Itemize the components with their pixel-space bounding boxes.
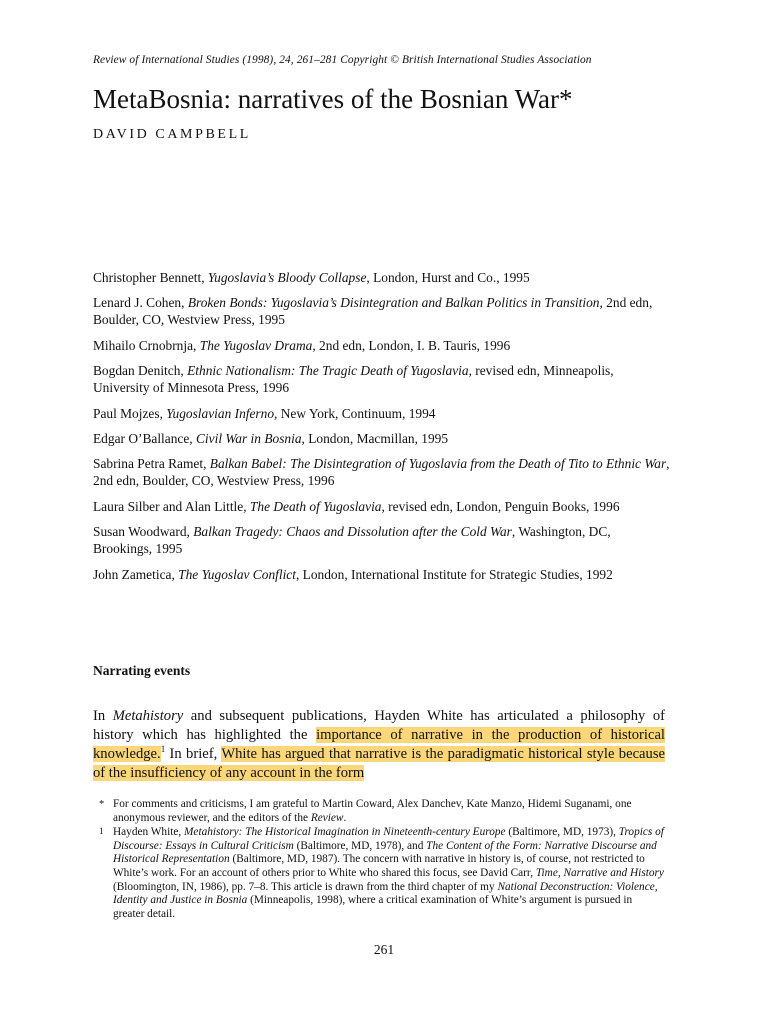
- author-name: DAVID CAMPBELL: [93, 127, 251, 142]
- book-publication: , London, Macmillan, 1995: [301, 430, 449, 446]
- book-title: Broken Bonds: Yugoslavia’s Disintegration and Balkan Politics in Transition: [187, 295, 600, 311]
- book-title: Yugoslavia’s Bloody Collapse: [207, 270, 367, 285]
- book-author: Susan Woodward,: [93, 524, 194, 540]
- book-publication: , 2nd edn, London, I. B. Tauris, 1996: [312, 337, 511, 353]
- book-publication: , Washington, DC, Brookings, 1995: [93, 524, 611, 557]
- book-author: Bogdan Denitch,: [93, 363, 188, 379]
- book-publication: , New York, Continuum, 1994: [274, 405, 436, 421]
- book-publication: , revised edn, London, Penguin Books, 1996: [381, 498, 620, 514]
- footnote-text: (Baltimore, MD, 1978), and: [293, 839, 427, 852]
- book-publication: , revised edn, Minneapolis, University of Minnesota Press, 1996: [93, 363, 614, 396]
- highlighted-text: White has argued that narrative is the paradigmatic historical style because of the insufficiency of any account in the form: [93, 746, 665, 781]
- page-number: 261: [373, 942, 395, 957]
- running-head: Review of International Studies (1998), 24, 261–281 Copyright © British International Studies Association: [93, 54, 592, 66]
- footnote-italic: Time, Narrative and History: [535, 866, 664, 879]
- book-title: Balkan Tragedy: Chaos and Dissolution after the Cold War: [193, 524, 512, 540]
- book-title: Balkan Babel: The Disintegration of Yugoslavia from the Death of Tito to Ethnic War: [209, 456, 667, 472]
- footnote-text: (Bloomington, IN, 1986), pp. 7–8. This article is drawn from the third chapter of my: [113, 880, 498, 893]
- reviewed-books-list: [93, 269, 673, 591]
- section-heading: Narrating events: [93, 663, 191, 678]
- footnote-italic: Metahistory: The Historical Imagination in Nineteenth-century Europe: [184, 826, 506, 839]
- book-title: The Death of Yugoslavia: [249, 498, 382, 514]
- book-title: Civil War in Bosnia: [196, 430, 302, 446]
- book-author: John Zametica,: [93, 566, 179, 582]
- book-entry: [93, 523, 673, 557]
- footnote-text: (Minneapolis, 1998), where a critical examination of White’s argument is pursued in greater detail.: [113, 894, 633, 920]
- footnote-star: [93, 798, 665, 825]
- footnote-text: (Baltimore, MD, 1987). The concern with narrative in history is, of course, not restricted to White’s work. For an account of others prior to White who shared this focus, see David Carr,: [113, 853, 645, 879]
- book-entry: [93, 269, 673, 286]
- footnotes: [93, 798, 665, 922]
- book-title: The Yugoslav Drama: [199, 337, 313, 353]
- footnote-italic: Review: [310, 811, 344, 824]
- book-publication: , London, Hurst and Co., 1995: [366, 270, 530, 285]
- footnote-text: .: [343, 811, 347, 824]
- footnote-mark: *: [99, 799, 105, 810]
- book-title: Ethnic Nationalism: The Tragic Death of Yugoslavia: [187, 363, 469, 379]
- book-entry: [93, 337, 673, 354]
- book-title-reference: Metahistory: [112, 708, 184, 724]
- footnote-text: (Baltimore, MD, 1973),: [505, 826, 619, 839]
- book-entry: [93, 455, 673, 489]
- book-author: Sabrina Petra Ramet,: [93, 456, 210, 472]
- body-paragraph: [93, 707, 665, 783]
- book-author: Paul Mojzes,: [93, 405, 167, 421]
- book-entry: [93, 362, 673, 396]
- book-publication: , London, International Institute for Strategic Studies, 1992: [295, 566, 613, 582]
- highlighted-text: importance of narrative in the production of historical knowledge.: [93, 727, 665, 762]
- book-entry: [93, 430, 673, 447]
- book-entry: [93, 294, 673, 328]
- article-title: MetaBosnia: narratives of the Bosnian War*: [93, 84, 573, 114]
- footnote-reference[interactable]: 1: [160, 744, 166, 755]
- book-entry: [93, 566, 673, 583]
- book-author: Edgar O’Ballance,: [93, 430, 196, 446]
- book-title: The Yugoslav Conflict: [178, 566, 296, 582]
- footnote-mark: 1: [99, 826, 104, 837]
- body-text: In brief,: [165, 746, 222, 762]
- body-text: and subsequent publications, Hayden White has articulated a philosophy of history which has highlighted the: [93, 708, 665, 743]
- footnote-text: Hayden White,: [113, 826, 185, 839]
- footnote-italic: The Content of the Form: Narrative Discourse and Historical Representation: [113, 839, 657, 866]
- book-author: Laura Silber and Alan Little,: [93, 498, 250, 514]
- book-author: Christopher Bennett,: [93, 270, 208, 285]
- body-text: In: [93, 708, 113, 724]
- book-title: Yugoslavian Inferno: [166, 405, 275, 421]
- book-entry: [93, 405, 673, 422]
- footnote-italic: Tropics of Discourse: Essays in Cultural Criticism: [113, 826, 664, 852]
- book-author: Lenard J. Cohen,: [93, 295, 188, 311]
- book-entry: [93, 498, 673, 515]
- book-publication: , 2nd edn, Boulder, CO, Westview Press, 1996: [93, 456, 670, 489]
- footnote-italic: National Deconstruction: Violence, Identity and Justice in Bosnia: [113, 880, 658, 907]
- footnote-1: [93, 826, 665, 921]
- book-author: Mihailo Crnobrnja,: [93, 337, 200, 353]
- footnote-text: For comments and criticisms, I am grateful to Martin Coward, Alex Danchev, Kate Manzo, Hidemi Suganami, one anonymous reviewer, and the editors of the: [113, 798, 632, 824]
- book-publication: , 2nd edn, Boulder, CO, Westview Press, 1995: [93, 295, 653, 328]
